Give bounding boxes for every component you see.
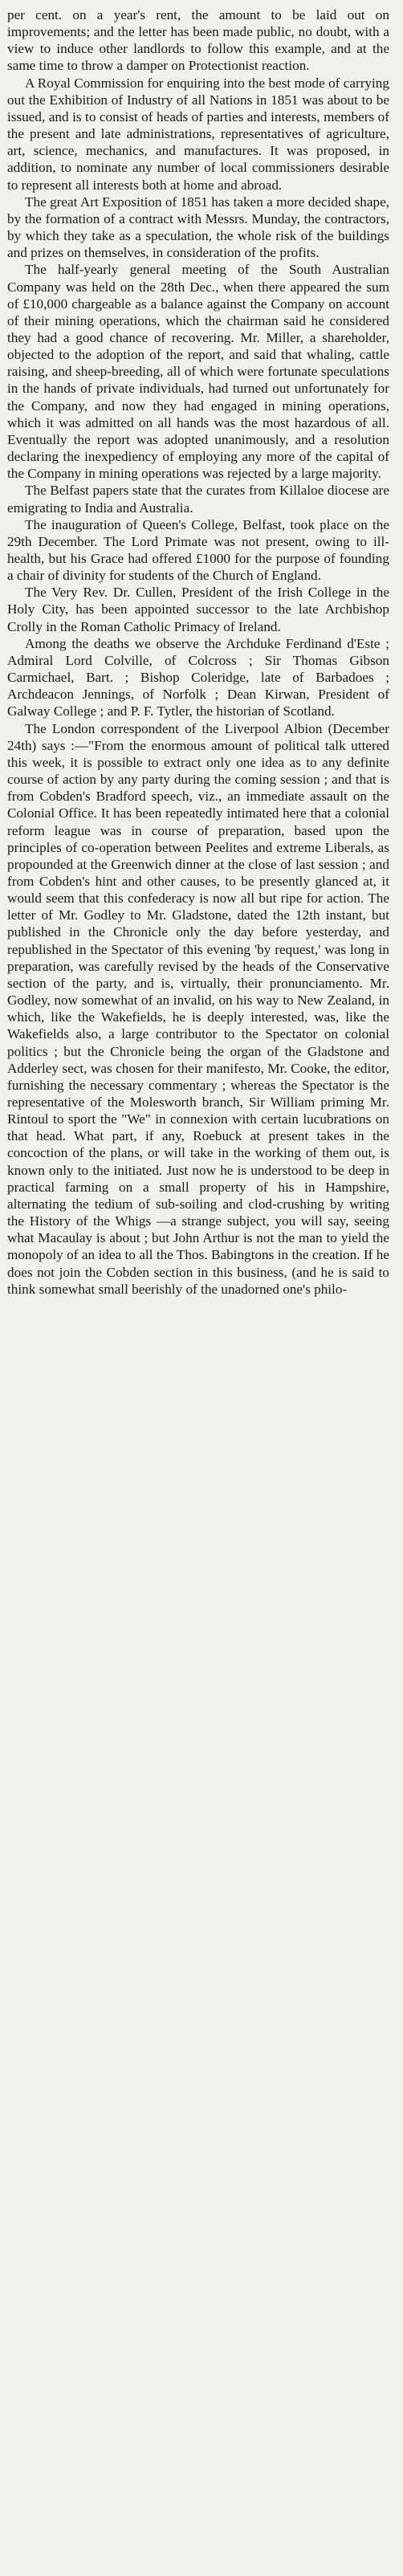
paragraph-protectionist: per cent. on a year's rent, the amount to be laid out on improvements; and the letter has been made public, no doubt, with a view to induce other landlords to follow this example, and at the same time to throw a damper on Protectionist reaction. (7, 7, 389, 74)
paragraph-london-correspondent: The London correspondent of the Liverpool Albion (December 24th) says :—"From the enormous amount of political talk uttered this week, it is possible to extract only one idea as to any definite course of action by any party during the coming session ; and that is from Cobden's Bradford speech, viz., an immediate assault on the Colonial Office. It has been repeatedly intimated here that a colonial reform league was in course of preparation, based upon the principles of co-operation between Peelites and extreme Liberals, as propounded at the Greenwich dinner at the close of last session ; and from Cobden's hint and other causes, to be presently glanced at, it would seem that this confederacy is now all but ripe for action. The letter of Mr. Godley to Mr. Gladstone, dated the 12th instant, but published in the Chronicle only the day before yesterday, and republished in the Spectator of this evening 'by request,' was long in preparation, was carefully revised by the heads of the Conservative section of the party, and is, virtually, their pronunciamento. Mr. Godley, now somewhat of an invalid, on his way to New Zealand, in which, like the Wakefields, he is deeply interested, was, like the Wakefields also, a large contributor to the Spectator on colonial politics ; but the Chronicle being the organ of the Gladstone and Adderley sect, was chosen for their manifesto, Mr. Cooke, the editor, furnishing the necessary commentary ; whereas the Spectator is the representative of the Molesworth branch, Sir William priming Mr. Rintoul to sport the "We" in connexion with certain lucubrations on that head. What part, if any, Roebuck at present takes in the concoction of the plans, or will take in the working of them out, is known only to the initiated. Just now he is understood to be deep in practical farming on a small property of his in Hampshire, alternating the tedium of sub-soiling and clod-crushing by writing the History of the Whigs —a strange subject, you will say, seeing what Macaulay is about ; but John Arthur is not the man to yield the monopoly of an idea to all the Thos. Babingtons in the creation. If he does not join the Cobden section in this business, (and he is said to think somewhat small beerishly of the unadorned one's philo- (7, 720, 389, 1297)
paragraph-belfast-curates: The Belfast papers state that the curates from Killaloe diocese are emigrating to India and Australia. (7, 483, 389, 516)
paragraph-royal-commission: A Royal Commission for enquiring into the best mode of carrying out the Exhibition of Industry of all Nations in 1851 was about to be issued, and is to consist of heads of parties and interests, members of the present and late administrations, representatives of agriculture, art, science, mechanics, and manufactures. It was proposed, in addition, to nominate any number of local commissioners desirable to represent all interests both at home and abroad. (7, 75, 389, 193)
paragraph-deaths: Among the deaths we observe the Archduke Ferdinand d'Este ; Admiral Lord Colville, of Colcross ; Sir Thomas Gibson Carmichael, Bart. ; Bishop Coleridge, late of Barbadoes ; Archdeacon Jennings, of Norfolk ; Dean Kirwan, President of Galway College ; and P. F. Tytler, the historian of Scotland. (7, 635, 389, 719)
paragraph-queens-college: The inauguration of Queen's College, Belfast, took place on the 29th December. The Lord Primate was not present, owing to ill-health, but his Grace had offered £1000 for the purpose of founding a chair of divinity for students of the Church of England. (7, 516, 389, 584)
newspaper-column (7, 6, 389, 2570)
paragraph-art-exposition: The great Art Exposition of 1851 has taken a more decided shape, by the formation of a contract with Messrs. Munday, the contractors, by which they take as a speculation, the whole risk of the buildings and prizes on themselves, in consideration of the profits. (7, 194, 389, 261)
paragraph-dr-cullen: The Very Rev. Dr. Cullen, President of the Irish College in the Holy City, has been appointed successor to the late Archbishop Crolly in the Roman Catholic Primacy of Ireland. (7, 585, 389, 634)
paragraph-south-australian-company: The half-yearly general meeting of the South Australian Company was held on the 28th Dec., when there appeared the sum of £10,000 chargeable as a balance against the Company on account of their mining operations, which the chairman said he considered they had a good chance of recovering. Mr. Miller, a shareholder, objected to the adoption of the report, and said that whaling, cattle raising, and sheep-breeding, all of which were fortunate speculations in the hands of private individuals, had turned out unfortunately for the Company, and now they had engaged in mining operations, which it was admitted on all hands was the most hazardous of all. Eventually the report was adopted unanimously, and a resolution declaring the inexpediency of employing any more of the capital of the Company in mining operations was rejected by a large majority. (7, 262, 389, 482)
